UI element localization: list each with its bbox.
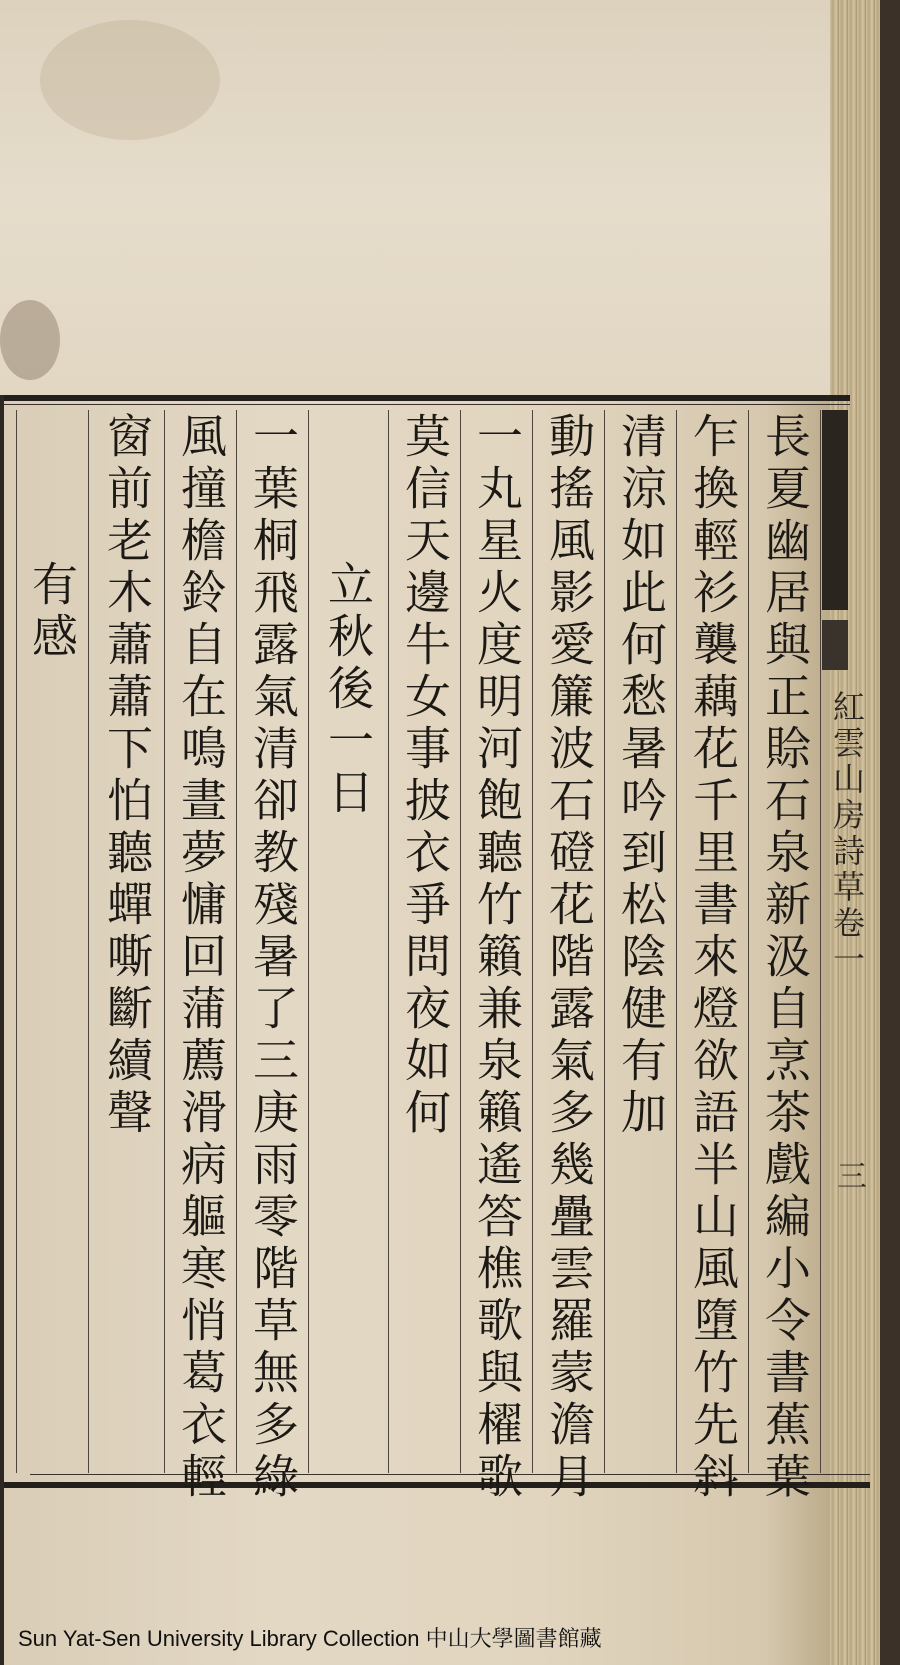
page-edge-shadow xyxy=(880,0,900,1665)
fishtail-block xyxy=(822,410,848,610)
column-rule xyxy=(308,410,309,1473)
book-title-margin: 紅雲山房詩草卷一 xyxy=(828,690,866,978)
poem-column: 清涼如此何愁暑吟到松陰健有加 xyxy=(614,412,668,1140)
column-rule xyxy=(388,410,389,1473)
poem-column: 窗前老木蕭蕭下怕聽蟬嘶斷續聲 xyxy=(100,412,154,1140)
page-number: 三 xyxy=(831,1160,866,1190)
column-rule xyxy=(236,410,237,1473)
column-rule xyxy=(88,410,89,1473)
column-rule xyxy=(16,410,17,1473)
poem-column: 長夏幽居與正賒石泉新汲自烹茶戲編小令書蕉葉 xyxy=(758,412,812,1504)
column-rule xyxy=(676,410,677,1473)
paper-stain xyxy=(40,20,220,140)
poem-column: 一丸星火度明河飽聽竹籟兼泉籟遙答樵歌與櫂歌 xyxy=(470,412,524,1504)
frame-left-rule xyxy=(0,395,4,1665)
collection-watermark: Sun Yat-Sen University Library Collection 中山大學圖書館藏 xyxy=(18,1626,602,1651)
poem-title-column: 立秋後一日 xyxy=(321,560,375,820)
column-rule xyxy=(820,410,821,1473)
fishtail-block-lower xyxy=(822,620,848,670)
poem-column: 一葉桐飛露氣清卻教殘暑了三庚雨零階草無多綠 xyxy=(246,412,300,1504)
poem-title-column: 有感 xyxy=(25,560,79,664)
frame-bottom-thin-rule xyxy=(30,1474,870,1475)
poem-column: 乍換輕衫襲藕花千里書來燈欲語半山風墮竹先斜 xyxy=(686,412,740,1504)
poem-column: 莫信天邊牛女事披衣爭問夜如何 xyxy=(398,412,452,1140)
poem-column: 動搖風影愛簾波石磴花階露氣多幾疊雲羅蒙澹月 xyxy=(542,412,596,1504)
column-rule xyxy=(604,410,605,1473)
paper-stain xyxy=(0,300,60,380)
column-rule xyxy=(532,410,533,1473)
column-rule xyxy=(164,410,165,1473)
column-rule xyxy=(748,410,749,1473)
frame-top-rule xyxy=(0,395,850,401)
frame-top-thin-rule xyxy=(0,404,850,405)
poem-column: 風撞檐鈴自在鳴晝夢慵回蒲薦滑病軀寒悄葛衣輕 xyxy=(174,412,228,1504)
column-rule xyxy=(460,410,461,1473)
